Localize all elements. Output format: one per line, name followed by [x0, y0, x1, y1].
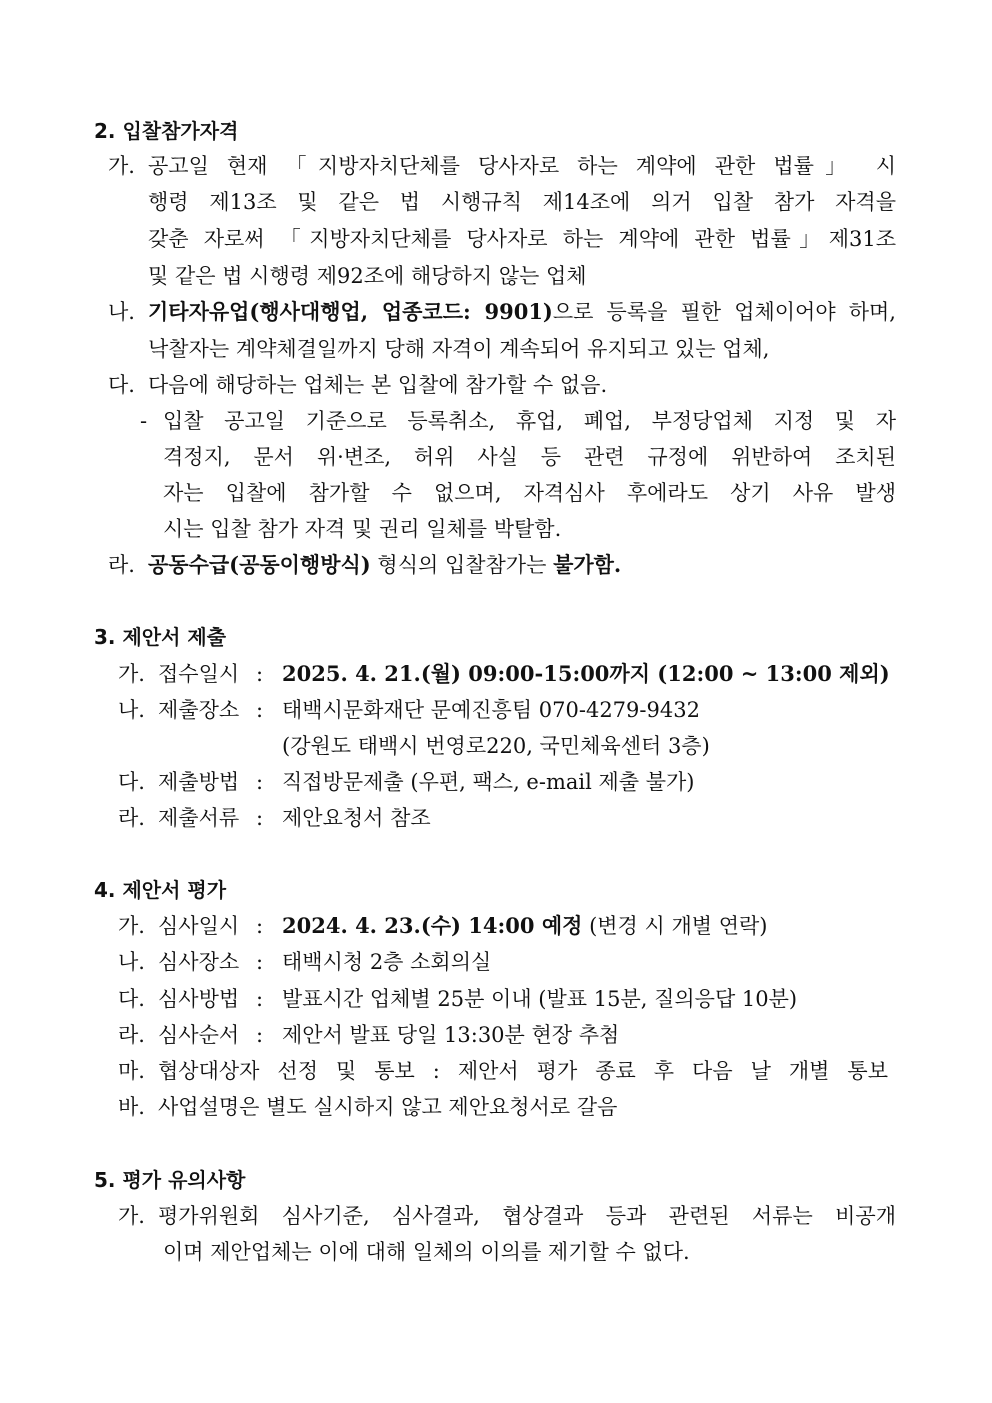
- s3-item-2-label: 제출장소: [158, 698, 240, 722]
- s4-item-4-marker: 라.: [118, 1023, 145, 1047]
- s2-na-bold: 기타자유업(행사대행업, 업종코드: 9901): [148, 299, 553, 324]
- s3-item-2-address: (강원도 태백시 번영로220, 국민체육센터 3층): [282, 734, 710, 758]
- s2-ra-marker: 라.: [108, 553, 135, 577]
- s3-item-1-value: 2025. 4. 21.(월) 09:00-15:00까지 (12:00 ~ 13:00 제외): [282, 661, 890, 686]
- s2-dash-line-3: 자는 입찰에 참가할 수 없으며, 자격심사 후에라도 상기 사유 발생: [163, 481, 896, 505]
- s4-ba-marker: 바.: [118, 1095, 145, 1119]
- s2-ra-bold-1: 공동수급(공동이행방식): [148, 552, 371, 577]
- s2-dash-marker: -: [140, 409, 148, 433]
- s2-ga-line-3: 갖춘 자로써 「지방자치단체를 당사자로 하는 계약에 관한 법률」제31조: [148, 227, 896, 251]
- s3-item-1-sep: :: [256, 662, 264, 686]
- s4-item-4-value: 제안서 발표 당일 13:30분 현장 추첨: [282, 1023, 620, 1047]
- s3-item-4-marker: 라.: [118, 806, 145, 830]
- s3-item-4-value: 제안요청서 참조: [282, 806, 431, 830]
- s3-item-3-label: 제출방법: [158, 770, 240, 794]
- s4-item-2: [118, 948, 491, 976]
- s4-item-2-label: 심사장소: [158, 950, 240, 974]
- s3-item-2: [118, 696, 700, 724]
- section-3-heading: 3. 제안서 제출: [94, 625, 227, 649]
- s2-na-line-2: 낙찰자는 계약체결일까지 당해 자격이 계속되어 유지되고 있는 업체,: [148, 337, 770, 361]
- section-5-heading: 5. 평가 유의사항: [94, 1168, 246, 1192]
- s4-item-1-sep: :: [256, 914, 264, 938]
- s2-dash-line-1: 입찰 공고일 기준으로 등록취소, 휴업, 폐업, 부정당업체 지정 및 자: [163, 409, 896, 433]
- section-2-heading: 2. 입찰참가자격: [94, 119, 239, 143]
- s3-item-3-marker: 다.: [118, 770, 145, 794]
- s2-ra-mid: 형식의 입찰참가는: [370, 553, 554, 577]
- s3-item-2-marker: 나.: [118, 698, 145, 722]
- s3-item-1-marker: 가.: [118, 662, 145, 686]
- s4-ma-marker: 마.: [118, 1059, 145, 1083]
- s4-item-3-sep: :: [256, 987, 264, 1011]
- s2-dash-line-2: 격정지, 문서 위·변조, 허위 사실 등 관련 규정에 위반하여 조치된: [163, 445, 896, 469]
- s4-item-2-marker: 나.: [118, 950, 145, 974]
- s4-item-1-value-rest: (변경 시 개별 연락): [582, 914, 768, 938]
- s2-da-marker: 다.: [108, 373, 135, 397]
- s3-item-3-sep: :: [256, 770, 264, 794]
- s2-da-text: 다음에 해당하는 업체는 본 입찰에 참가할 수 없음.: [148, 373, 608, 397]
- s4-item-2-value: 태백시청 2층 소회의실: [282, 950, 492, 974]
- s2-ga-marker: 가.: [108, 154, 135, 178]
- s3-item-4: [118, 804, 431, 832]
- s3-item-3-value: 직접방문제출 (우편, 팩스, e-mail 제출 불가): [282, 770, 695, 794]
- s4-ma-text: 협상대상자 선정 및 통보 : 제안서 평가 종료 후 다음 날 개별 통보: [158, 1059, 888, 1083]
- s2-na-marker: 나.: [108, 300, 135, 324]
- s4-item-1: [118, 912, 767, 940]
- s5-ga-marker: 가.: [118, 1204, 145, 1228]
- s2-ga-line-2: 행령 제13조 및 같은 법 시행규칙 제14조에 의거 입찰 참가 자격을: [148, 190, 896, 214]
- s4-item-2-sep: :: [256, 950, 264, 974]
- section-4-heading: 4. 제안서 평가: [94, 878, 227, 902]
- s4-item-3-value: 발표시간 업체별 25분 이내 (발표 15분, 질의응답 10분): [282, 987, 798, 1011]
- s2-ra-text: [148, 551, 621, 579]
- s2-ga-line-1: 공고일 현재 「지방자치단체를 당사자로 하는 계약에 관한 법률」 시: [148, 154, 896, 178]
- s4-item-1-marker: 가.: [118, 914, 145, 938]
- s5-ga-line-1: 평가위원회 심사기준, 심사결과, 협상결과 등과 관련된 서류는 비공개: [158, 1204, 896, 1228]
- s4-ba-text: 사업설명은 별도 실시하지 않고 제안요청서로 갈음: [158, 1095, 618, 1119]
- s2-na-rest: 으로 등록을 필한 업체이어야 하며,: [552, 300, 896, 324]
- s2-ra-bold-2: 불가함.: [553, 552, 622, 577]
- s4-item-3-label: 심사방법: [158, 987, 240, 1011]
- s4-item-3: [118, 985, 797, 1013]
- s3-item-3: [118, 768, 695, 796]
- s3-item-1-label: 접수일시: [158, 662, 240, 686]
- s4-item-1-value-bold: 2024. 4. 23.(수) 14:00 예정: [282, 913, 583, 938]
- s4-item-4: [118, 1021, 619, 1049]
- s4-item-3-marker: 다.: [118, 987, 145, 1011]
- s3-item-1: [118, 660, 890, 688]
- s2-ga-line-4: 및 같은 법 시행령 제92조에 해당하지 않는 업체: [148, 264, 587, 288]
- s2-na-line-1: [148, 298, 896, 326]
- s3-item-2-value: 태백시문화재단 문예진흥팀 070-4279-9432: [282, 698, 700, 722]
- s4-item-4-sep: :: [256, 1023, 264, 1047]
- s4-item-1-label: 심사일시: [158, 914, 240, 938]
- s2-dash-line-4: 시는 입찰 참가 자격 및 권리 일체를 박탈함.: [163, 517, 562, 541]
- s4-item-4-label: 심사순서: [158, 1023, 240, 1047]
- s3-item-4-sep: :: [256, 806, 264, 830]
- s3-item-2-sep: :: [256, 698, 264, 722]
- s3-item-4-label: 제출서류: [158, 806, 240, 830]
- s5-ga-line-2: 이며 제안업체는 이에 대해 일체의 이의를 제기할 수 없다.: [163, 1240, 690, 1264]
